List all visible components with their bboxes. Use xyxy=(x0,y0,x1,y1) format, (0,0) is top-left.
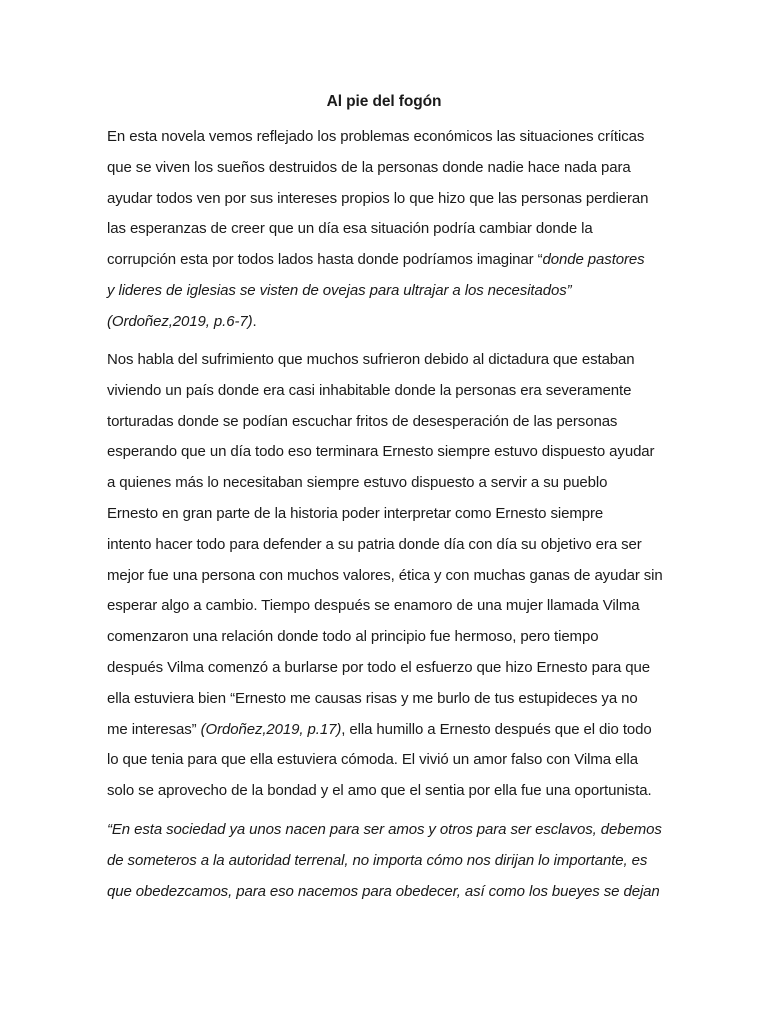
paragraph-line: viviendo un país donde era casi inhabitable donde la personas era severamente xyxy=(107,381,632,399)
paragraph-line xyxy=(107,245,677,276)
paragraph-line: solo se aprovecho de la bondad y el amo que el sentia por ella fue una oportunista. xyxy=(107,782,652,800)
document-title: Al pie del fogón xyxy=(326,93,442,110)
paragraph-line: a quienes más lo necesitaban siempre estuvo dispuesto a servir a su pueblo xyxy=(107,474,608,492)
line-text: . xyxy=(252,312,257,330)
paragraph-line: esperar algo a cambio. Tiempo después se enamoro de una mujer llamada Vilma xyxy=(107,597,640,615)
paragraph-line: esperando que un día todo eso terminara Ernesto siempre estuvo dispuesto ayudar xyxy=(107,443,655,461)
paragraph-3-quote xyxy=(107,815,677,907)
paragraph-line: mejor fue una persona con muchos valores, ética y con muchas ganas de ayudar sin xyxy=(107,566,663,584)
line-text: , ella humillo a Ernesto después que el dio todo xyxy=(341,720,652,738)
paragraph-line: intento hacer todo para defender a su patria donde día con día su objetivo era ser xyxy=(107,535,642,553)
citation: (Ordoñez,2019, p.6-7) xyxy=(107,312,253,330)
paragraph-line: las esperanzas de creer que un día esa situación podría cambiar donde la xyxy=(107,220,593,238)
line-text: corrupción esta por todos lados hasta donde podríamos imaginar “ xyxy=(107,251,543,269)
paragraph-line: que se viven los sueños destruidos de la personas donde nadie hace nada para xyxy=(107,158,631,176)
paragraph-1 xyxy=(107,122,677,338)
paragraph-line: Ernesto en gran parte de la historia poder interpretar como Ernesto siempre xyxy=(107,504,604,522)
citation: (Ordoñez,2019, p.17) xyxy=(200,720,342,738)
line-text: me interesas” xyxy=(107,720,201,738)
paragraph-line: lo que tenia para que ella estuviera cómoda. El vivió un amor falso con Vilma ella xyxy=(107,751,638,769)
paragraph-2 xyxy=(107,345,677,807)
quote-text: donde pastores xyxy=(542,251,645,269)
paragraph-line: Nos habla del sufrimiento que muchos sufrieron debido al dictadura que estaban xyxy=(107,351,635,368)
paragraph-line: En esta novela vemos reflejado los problemas económicos las situaciones críticas xyxy=(107,128,645,145)
quote-line: que obedezcamos, para eso nacemos para obedecer, así como los bueyes se dejan xyxy=(107,882,660,900)
paragraph-line: torturadas donde se podían escuchar fritos de desesperación de las personas xyxy=(107,412,618,430)
paragraph-line xyxy=(107,307,677,338)
paragraph-line: ella estuviera bien “Ernesto me causas risas y me burlo de tus estupideces ya no xyxy=(107,689,638,707)
quote-line: “En esta sociedad ya unos nacen para ser amos y otros para ser esclavos, debemos xyxy=(107,821,662,838)
paragraph-line xyxy=(107,715,677,746)
paragraph-line: después Vilma comenzó a burlarse por todo el esfuerzo que hizo Ernesto para que xyxy=(107,658,650,676)
quote-line: de someteros a la autoridad terrenal, no importa cómo nos dirijan lo importante, es xyxy=(107,851,648,869)
paragraph-line: comenzaron una relación donde todo al principio fue hermoso, pero tiempo xyxy=(107,628,599,646)
paragraph-line: ayudar todos ven por sus intereses propios lo que hizo que las personas perdieran xyxy=(107,189,649,207)
quote-line: y lideres de iglesias se visten de ovejas para ultrajar a los necesitados” xyxy=(107,281,572,299)
